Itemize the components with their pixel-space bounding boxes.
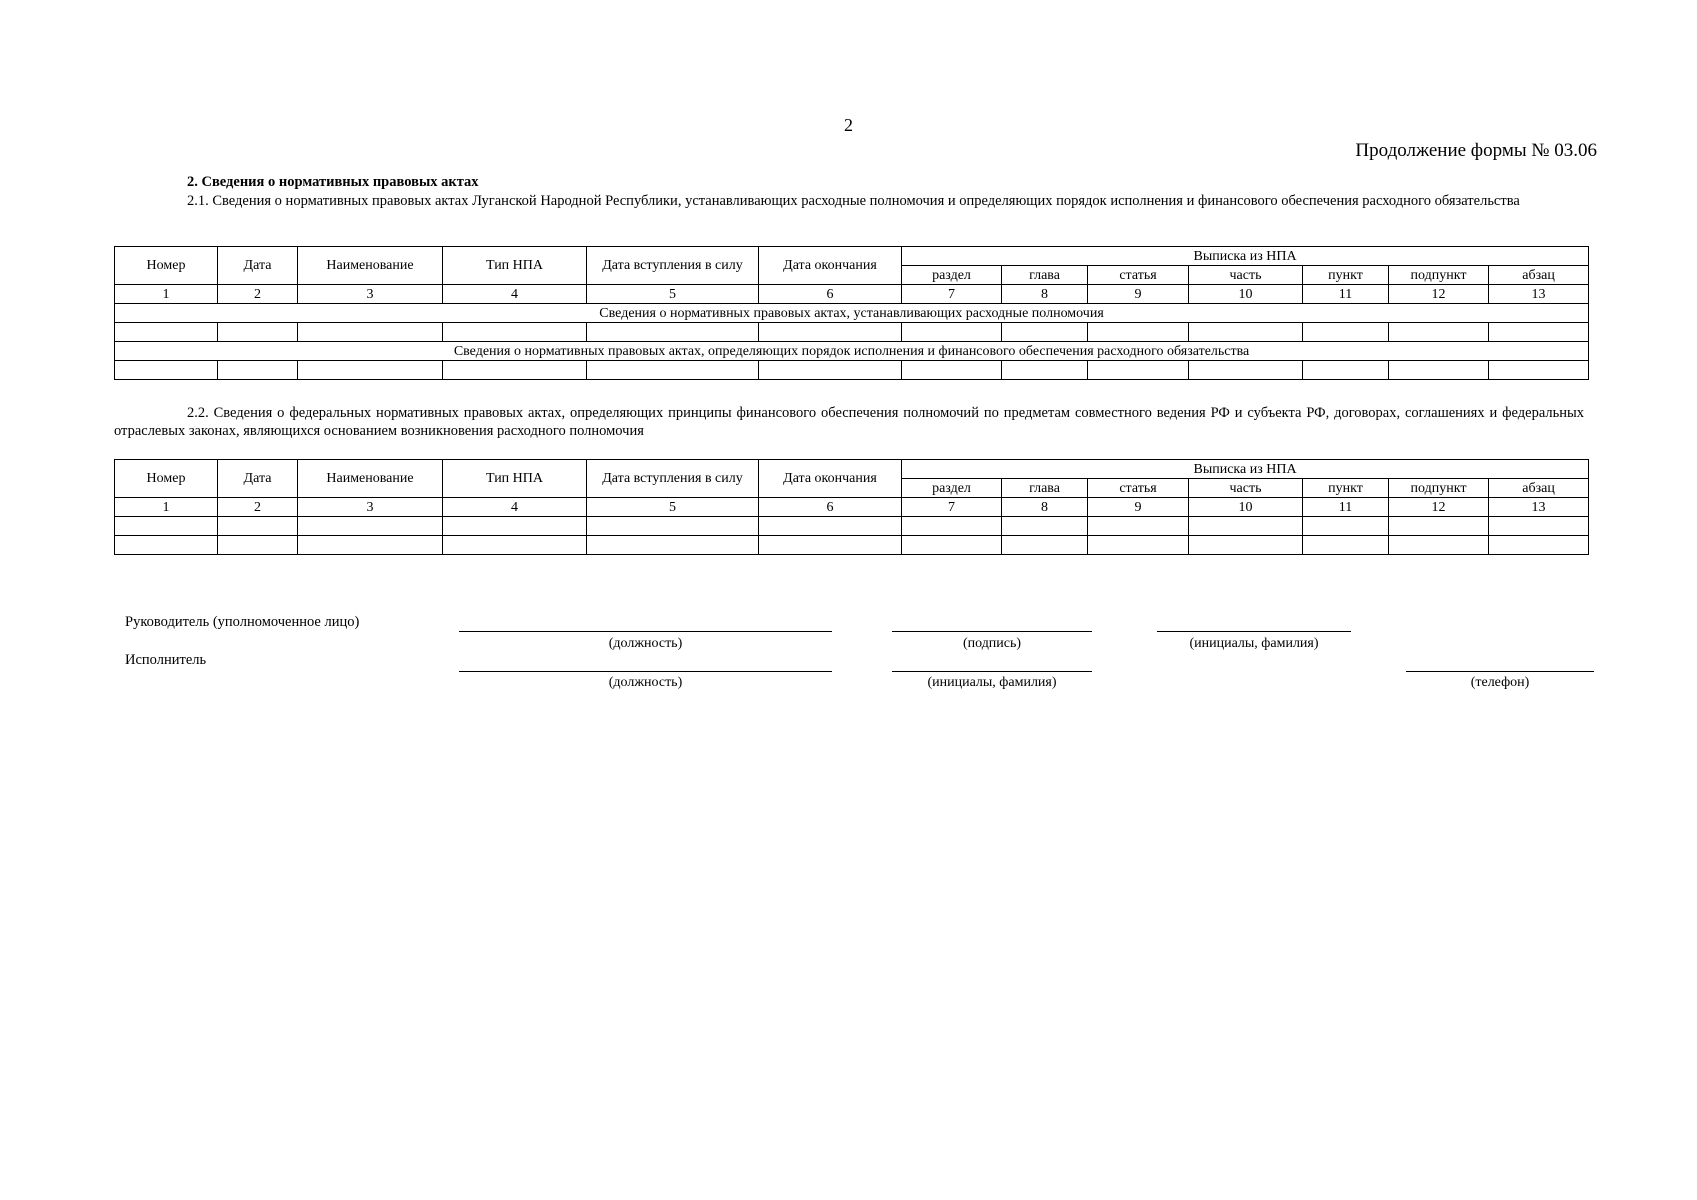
col-num: 12 — [1389, 285, 1489, 304]
header-statya: статья — [1088, 266, 1189, 285]
cell[interactable] — [443, 323, 587, 342]
cell[interactable] — [218, 361, 298, 380]
section-title: 2. Сведения о нормативных правовых актах — [187, 174, 479, 190]
npa-table-regional — [114, 246, 1589, 380]
cell[interactable] — [759, 536, 902, 555]
col-num: 10 — [1189, 285, 1303, 304]
cell[interactable] — [759, 361, 902, 380]
header-vypiska: Выписка из НПА — [902, 460, 1589, 479]
col-num: 4 — [443, 498, 587, 517]
page-number: 2 — [844, 115, 853, 135]
paragraph-2-2 — [114, 404, 1584, 440]
header-vypiska: Выписка из НПА — [902, 247, 1589, 266]
caption-phone: (телефон) — [1470, 675, 1530, 690]
header-razdel: раздел — [902, 266, 1002, 285]
header-nomer: Номер — [115, 247, 218, 285]
header-chast: часть — [1189, 266, 1303, 285]
cell[interactable] — [443, 536, 587, 555]
cell[interactable] — [443, 517, 587, 536]
cell[interactable] — [1389, 323, 1489, 342]
cell[interactable] — [1189, 536, 1303, 555]
col-num: 8 — [1002, 498, 1088, 517]
header-data: Дата — [218, 460, 298, 498]
header-naimenovanie: Наименование — [298, 247, 443, 285]
col-num: 2 — [218, 285, 298, 304]
col-num: 3 — [298, 285, 443, 304]
form-continuation-label: Продолжение формы № 03.06 — [1355, 140, 1597, 161]
cell[interactable] — [115, 361, 218, 380]
cell[interactable] — [1002, 323, 1088, 342]
cell[interactable] — [1303, 361, 1389, 380]
cell[interactable] — [1002, 361, 1088, 380]
paragraph-2-1 — [114, 192, 1584, 210]
col-num: 13 — [1489, 285, 1589, 304]
cell[interactable] — [298, 517, 443, 536]
cell[interactable] — [1303, 323, 1389, 342]
cell[interactable] — [1189, 517, 1303, 536]
cell[interactable] — [1489, 536, 1589, 555]
header-razdel: раздел — [902, 479, 1002, 498]
cell[interactable] — [1489, 517, 1589, 536]
cell[interactable] — [587, 536, 759, 555]
head-name-line[interactable] — [1157, 631, 1351, 632]
cell[interactable] — [1389, 536, 1489, 555]
cell[interactable] — [115, 517, 218, 536]
cell[interactable] — [902, 536, 1002, 555]
cell[interactable] — [587, 361, 759, 380]
col-num: 6 — [759, 285, 902, 304]
col-num: 1 — [115, 498, 218, 517]
paragraph-2-1-text: 2.1. Сведения о нормативных правовых актах Луганской Народной Республики, устанавливающих расходные полномочия и определяющих порядок исполнения и финансового обеспечения расходного обязательства — [187, 193, 1520, 209]
cell[interactable] — [1389, 361, 1489, 380]
column-number-row — [115, 285, 1589, 304]
paragraph-2-2-text: 2.2. Сведения о федеральных нормативных правовых актах, определяющих принципы финансового обеспечения полномочий по предметам совместного ведения РФ и субъекта РФ, договорах, соглашениях и федеральных отраслевых законах, являющихся основанием возникновения расходного полномочия — [114, 405, 1584, 439]
header-data-vstupleniya: Дата вступления в силу — [587, 460, 759, 498]
cell[interactable] — [115, 536, 218, 555]
cell[interactable] — [1002, 536, 1088, 555]
cell[interactable] — [115, 323, 218, 342]
cell[interactable] — [218, 517, 298, 536]
col-num: 1 — [115, 285, 218, 304]
col-num: 11 — [1303, 498, 1389, 517]
cell[interactable] — [218, 323, 298, 342]
executor-name-line[interactable] — [892, 671, 1092, 672]
caption-initials: (инициалы, фамилия) — [927, 675, 1057, 690]
header-abzac: абзац — [1489, 266, 1589, 285]
header-tip-npa: Тип НПА — [443, 247, 587, 285]
subhead-opredelyayushchih: Сведения о нормативных правовых актах, определяющих порядок исполнения и финансового обеспечения расходного обязательства — [115, 342, 1589, 361]
head-signature-line[interactable] — [892, 631, 1092, 632]
caption-position: (должность) — [608, 675, 683, 690]
cell[interactable] — [1303, 517, 1389, 536]
table-row — [115, 517, 1589, 536]
header-glava: глава — [1002, 266, 1088, 285]
col-num: 7 — [902, 498, 1002, 517]
header-statya: статья — [1088, 479, 1189, 498]
executor-position-line[interactable] — [459, 671, 832, 672]
cell[interactable] — [587, 517, 759, 536]
col-num: 11 — [1303, 285, 1389, 304]
table-row — [115, 323, 1589, 342]
cell[interactable] — [443, 361, 587, 380]
cell[interactable] — [1389, 517, 1489, 536]
cell[interactable] — [1189, 323, 1303, 342]
head-position-line[interactable] — [459, 631, 832, 632]
header-data-okonchaniya: Дата окончания — [759, 460, 902, 498]
header-podpunkt: подпункт — [1389, 479, 1489, 498]
col-num: 9 — [1088, 498, 1189, 517]
cell[interactable] — [298, 361, 443, 380]
header-punkt: пункт — [1303, 479, 1389, 498]
header-data-vstupleniya: Дата вступления в силу — [587, 247, 759, 285]
head-label: Руководитель (уполномоченное лицо) — [125, 614, 360, 630]
cell[interactable] — [218, 536, 298, 555]
col-num: 9 — [1088, 285, 1189, 304]
caption-initials: (инициалы, фамилия) — [1189, 636, 1319, 651]
cell[interactable] — [902, 361, 1002, 380]
cell[interactable] — [759, 323, 902, 342]
col-num: 10 — [1189, 498, 1303, 517]
cell[interactable] — [1002, 517, 1088, 536]
column-number-row — [115, 498, 1589, 517]
col-num: 6 — [759, 498, 902, 517]
executor-phone-line[interactable] — [1406, 671, 1594, 672]
caption-signature: (подпись) — [962, 636, 1022, 651]
cell[interactable] — [902, 517, 1002, 536]
cell[interactable] — [902, 323, 1002, 342]
header-podpunkt: подпункт — [1389, 266, 1489, 285]
npa-table-federal — [114, 459, 1589, 555]
cell[interactable] — [298, 323, 443, 342]
col-num: 3 — [298, 498, 443, 517]
cell[interactable] — [1088, 323, 1189, 342]
header-chast: часть — [1189, 479, 1303, 498]
header-punkt: пункт — [1303, 266, 1389, 285]
col-num: 12 — [1389, 498, 1489, 517]
caption-position: (должность) — [608, 636, 683, 651]
table-row — [115, 361, 1589, 380]
header-tip-npa: Тип НПА — [443, 460, 587, 498]
col-num: 2 — [218, 498, 298, 517]
table-row — [115, 536, 1589, 555]
col-num: 4 — [443, 285, 587, 304]
cell[interactable] — [1489, 361, 1589, 380]
cell[interactable] — [1303, 536, 1389, 555]
col-num: 8 — [1002, 285, 1088, 304]
cell[interactable] — [1088, 536, 1189, 555]
col-num: 7 — [902, 285, 1002, 304]
col-num: 5 — [587, 285, 759, 304]
executor-label: Исполнитель — [125, 652, 207, 668]
cell[interactable] — [1189, 361, 1303, 380]
cell[interactable] — [759, 517, 902, 536]
header-naimenovanie: Наименование — [298, 460, 443, 498]
cell[interactable] — [1489, 323, 1589, 342]
header-glava: глава — [1002, 479, 1088, 498]
header-data: Дата — [218, 247, 298, 285]
cell[interactable] — [587, 323, 759, 342]
cell[interactable] — [298, 536, 443, 555]
cell[interactable] — [1088, 361, 1189, 380]
header-abzac: абзац — [1489, 479, 1589, 498]
cell[interactable] — [1088, 517, 1189, 536]
header-data-okonchaniya: Дата окончания — [759, 247, 902, 285]
col-num: 5 — [587, 498, 759, 517]
header-nomer: Номер — [115, 460, 218, 498]
subhead-ustanavlivayushchih: Сведения о нормативных правовых актах, устанавливающих расходные полномочия — [115, 304, 1589, 323]
col-num: 13 — [1489, 498, 1589, 517]
